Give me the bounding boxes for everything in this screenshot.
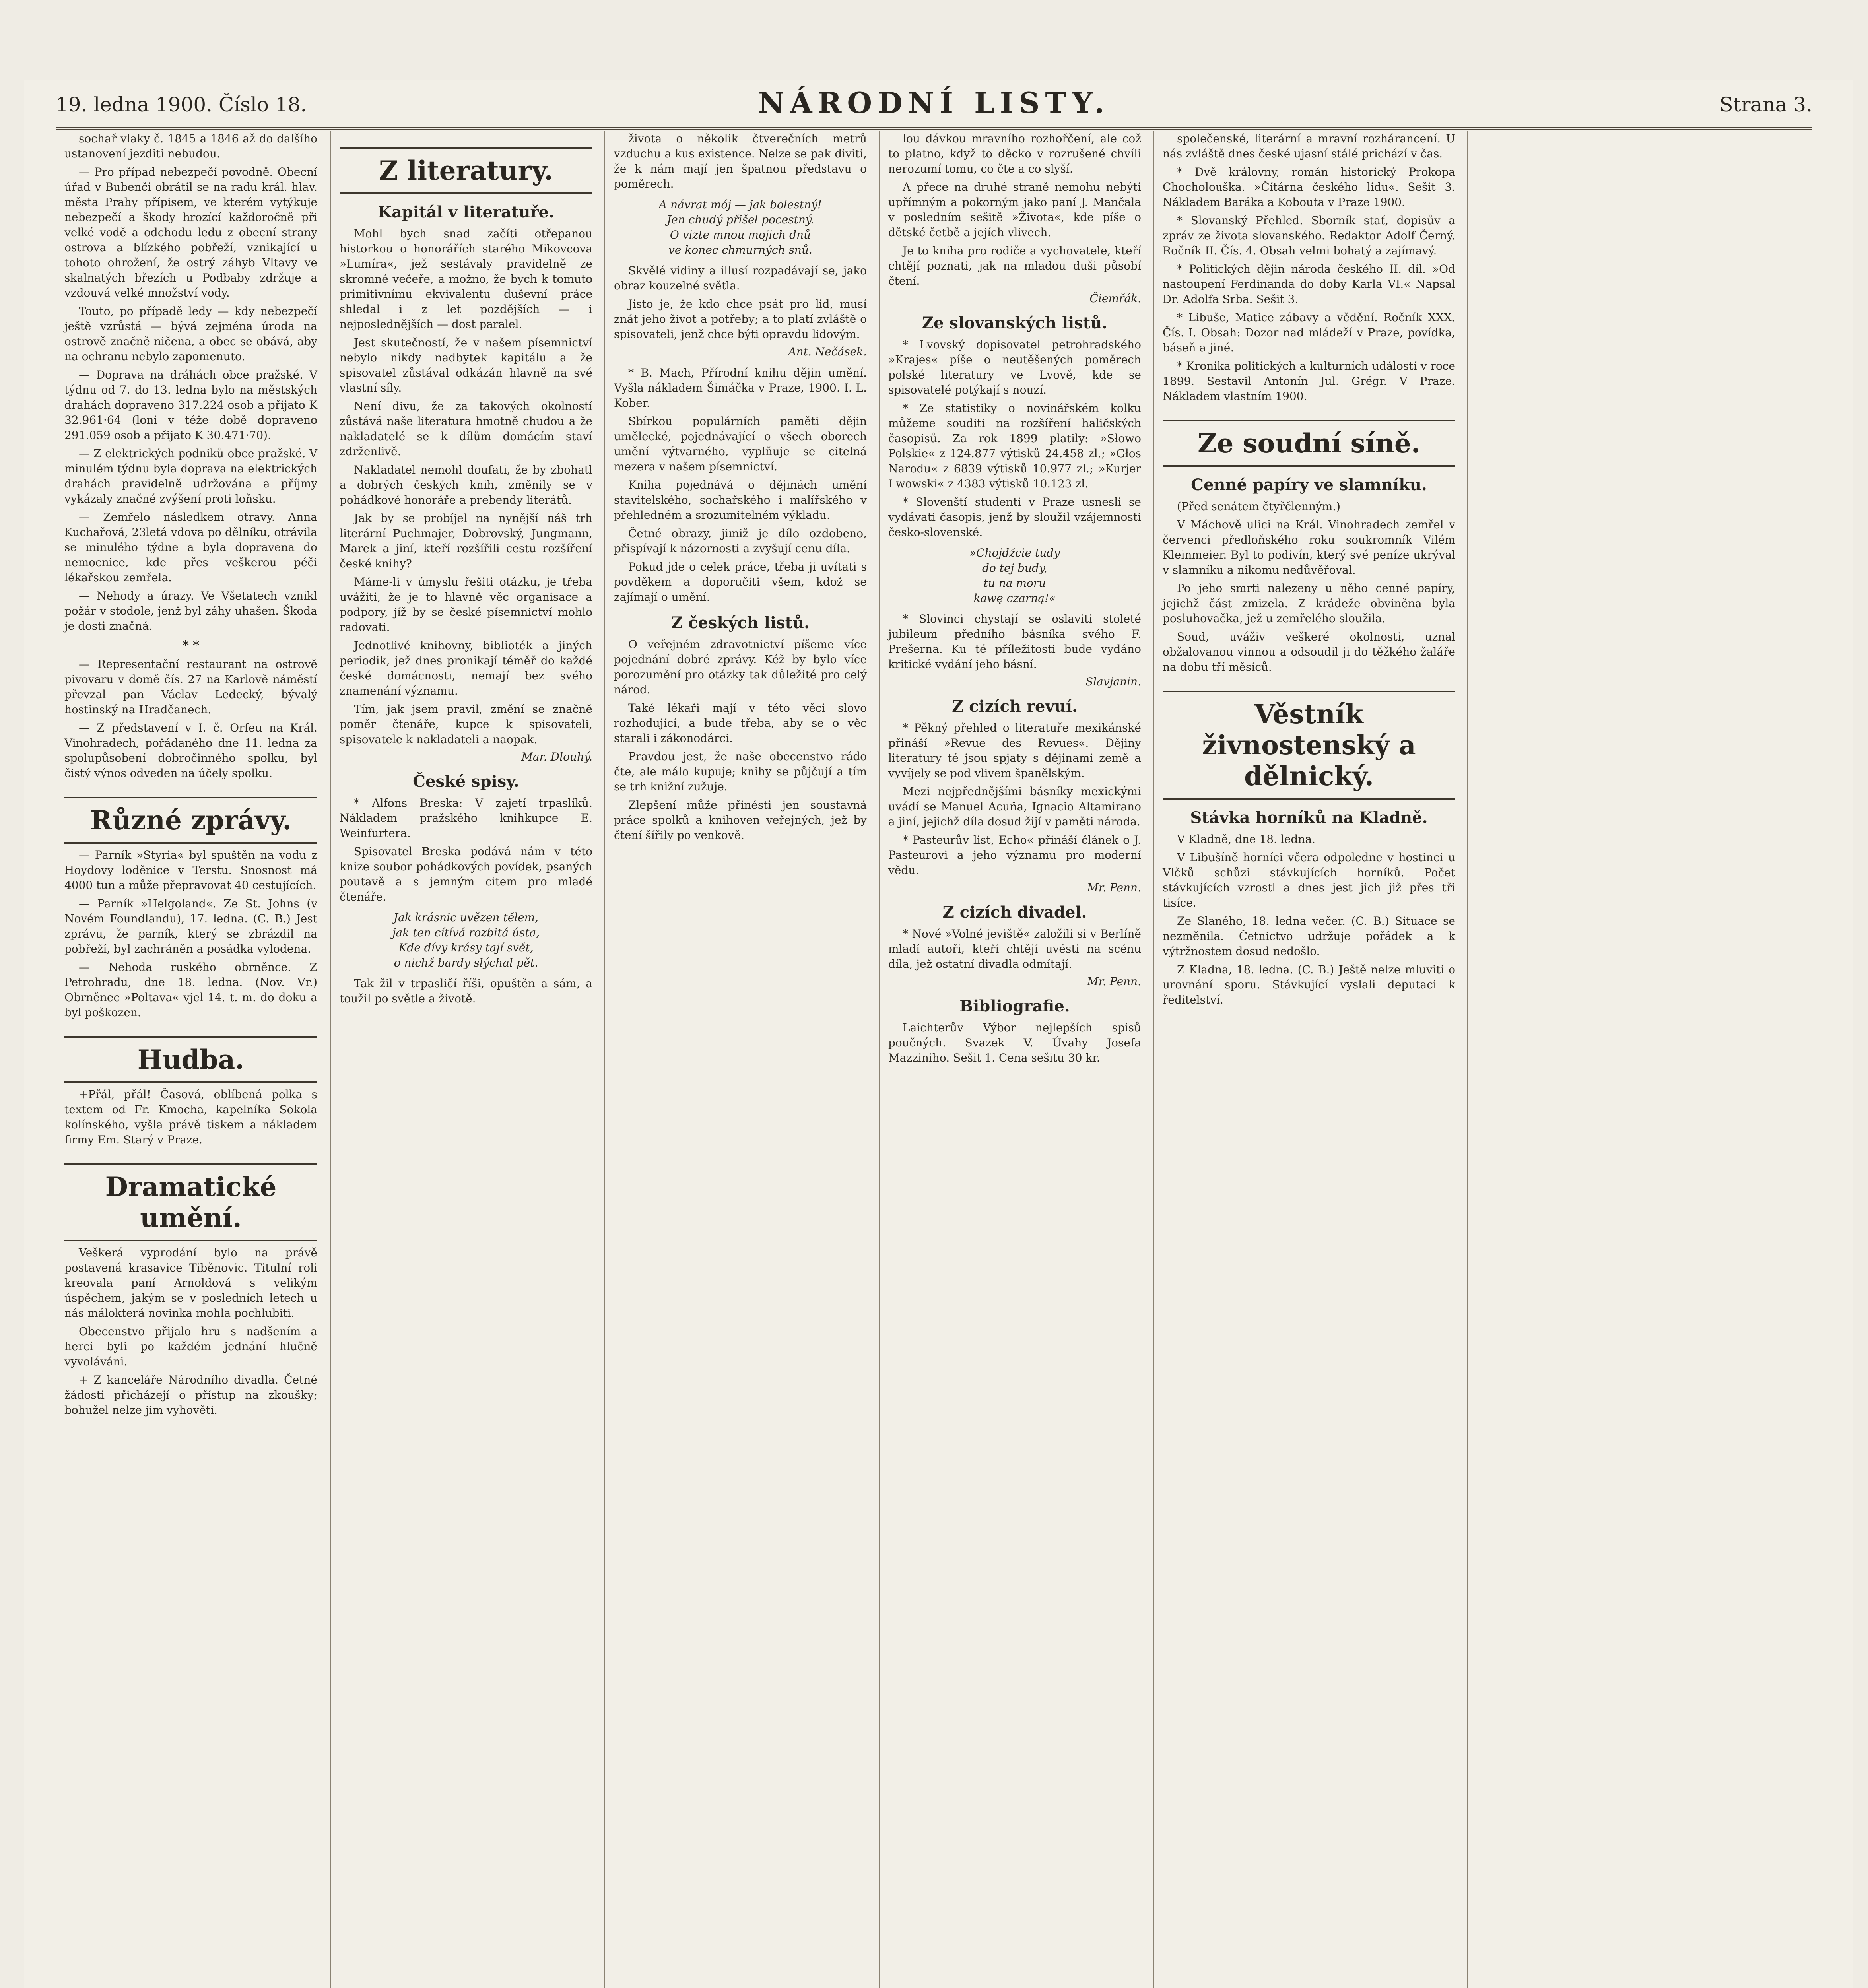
article-paragraph: Pokud jde o celek práce, třeba ji uvítati s povděkem a doporučiti všem, kdož se zajímají o umění.: [614, 560, 867, 604]
article-paragraph: — Zemřelo následkem otravy. Anna Kuchařová, 23letá vdova po dělníku, otrávila se minulého týdne a byla dopravena do nemocnice, kde přes veškerou péči lékařskou zemřela.: [64, 511, 317, 584]
article-heading: České spisy.: [413, 772, 519, 791]
article-paragraph: lou dávkou mravního rozhořčení, ale což to platno, když to děcko v rozrušené chvíli nerozumí tomu, co čte a co slyší.: [888, 132, 1141, 175]
article-paragraph: * Libuše, Matice zábavy a vědění. Ročník XXX. Čís. I. Obsah: Dozor nad mládeží v Praze, povídka, báseň a jiné.: [1163, 311, 1455, 354]
poem-line: Jak krásnic uvězen tělem,: [393, 911, 539, 924]
poem-line: »Chojdźcie tudy: [969, 546, 1060, 559]
article-heading: Kapitál v literatuře.: [378, 203, 554, 221]
article-heading: Z cizích revuí.: [952, 697, 1078, 716]
article-paragraph: Jisto je, že kdo chce psát pro lid, musí znát jeho život a potřeby; a to platí zvláště o spisovateli, jenž chce býti opravdu lidovým.: [614, 297, 867, 341]
article-paragraph: * Lvovský dopisovatel petrohradského »Krajes« píše o neutěšených poměrech polské literatury ve Lvově, kde se spisovatelé potýkají s nouzí.: [888, 338, 1141, 396]
article-heading: Stávka horníků na Kladně.: [1190, 808, 1428, 827]
column-4: [879, 131, 1150, 1988]
article-paragraph: Touto, po případě ledy — kdy nebezpečí ještě vzrůstá — bývá zejména úroda na ostrově značně ničena, a obec se obává, aby na ochranu nebylo zapomenuto.: [64, 305, 317, 363]
column-1: [56, 131, 326, 1988]
article-paragraph: + Z kanceláře Národního divadla. Četné žádosti přicházejí o přístup na zkoušky; bohužel nelze jim vyhověti.: [64, 1373, 317, 1417]
article-paragraph: Kniha pojednává o dějinách umění stavitelského, sochařského i malířského v přehledném a srozumitelném výkladu.: [614, 478, 867, 522]
article-paragraph: Skvělé vidiny a illusí rozpadávají se, jako obraz kouzelné světla.: [614, 264, 867, 292]
article-paragraph: * B. Mach, Přírodní knihu dějin umění. Vyšla nákladem Šimáčka v Praze, 1900. I. L. Kober.: [614, 366, 867, 410]
article-paragraph: Jak by se probíjel na nynější náš trh literární Puchmajer, Dobrovský, Jungmann, Marek a jiní, kteří rozšířili cestu rozšíření české knihy?: [340, 512, 592, 570]
article-paragraph: — Pro případ nebezpečí povodně. Obecní úřad v Bubenči obrátil se na radu král. hlav. města Prahy přípisem, ve kterém vytýkuje nebezpečí a škody hrozící každoročně při velké vodě a odchodu ledu z obecní strany ostrova a blízkého pobřeží, vznikající u tohoto ohrožení, že ostrý záhyb Vltavy ve skalnatých březích u Podbaby zdržuje a vzdouvá velké množství vody.: [64, 165, 317, 299]
article-paragraph: Tak žil v trpasličí říši, opuštěn a sám, a toužil po světle a životě.: [340, 977, 592, 1005]
column-2: [330, 131, 601, 1988]
article-paragraph: — Representační restaurant na ostrově pivovaru v domě čís. 27 na Karlově náměstí převzal pan Václav Ledecký, bývalý hostinský na Hradčanech.: [64, 658, 317, 716]
article-paragraph: * Ze statistiky o novinářském kolku můžeme souditi na rozšíření haličských časopisů. Za rok 1899 platily: »Słowo Polskie« z 124.877 výtisků 24.458 zl.; »Głos Narodu« z 6839 výtisků 10.977 zl.; »Kurjer Lwowski« z 4383 výtisků 10.123 zl.: [888, 402, 1141, 490]
poem-line: Jen chudý přišel pocestný.: [667, 213, 814, 226]
poem-excerpt: [614, 197, 867, 258]
article-paragraph: Pravdou jest, že naše obecenstvo rádo čte, ale málo kupuje; knihy se půjčují a tím se trh knižní zužuje.: [614, 750, 867, 793]
poem-line: o nichž bardy slýchal pět.: [394, 956, 538, 969]
article-paragraph: Jednotlivé knihovny, biblioték a jiných periodik, jež dnes pronikají téměř do každé české domácnosti, nemají bez svého znamenání významu.: [340, 639, 592, 697]
masthead: [56, 83, 1812, 130]
article-paragraph: — Parník »Helgoland«. Ze St. Johns (v Novém Foundlandu), 17. ledna. (C. B.) Jest zprávu, že parník, který se zbrázdil na pobřeží, byl zachráněn a posádka vylodena.: [64, 897, 317, 955]
article-paragraph: Máme-li v úmyslu řešiti otázku, je třeba uvážiti, že je to hlavně věc organisace a podpory, jíž by se české písemnictví mohlo radovati.: [340, 575, 592, 634]
article-paragraph: Mezi nejpřednějšími básníky mexickými uvádí se Manuel Acuña, Ignacio Altamirano a jiní, jejichž díla dosud žijí v paměti národa.: [888, 785, 1141, 828]
article-paragraph: Zlepšení může přinésti jen soustavná práce spolků a knihoven veřejných, jež by čtení šířily po venkově.: [614, 798, 867, 842]
section-heading: Dramatické umění.: [64, 1163, 317, 1241]
article-paragraph: Ze Slaného, 18. ledna večer. (C. B.) Situace se nezměnila. Četnictvo udržuje pořádek a k výtržnostem dosud nedošlo.: [1163, 914, 1455, 958]
column-6: [1467, 131, 1810, 1988]
article-paragraph: společenské, literární a mravní rozhárancení. U nás zvláště dnes české ujasní stálé prichází v čas.: [1163, 132, 1455, 160]
article-paragraph: O veřejném zdravotnictví píšeme více pojednání dobré zprávy. Kéž by bylo více porozumění pro otázky tak důležité pro celý národ.: [614, 638, 867, 696]
article-heading: Z českých listů.: [671, 613, 810, 632]
article-paragraph: * Politických dějin národa českého II. díl. »Od nastoupení Ferdinanda do doby Karla VI.« Napsal Dr. Adolfa Srba. Sešit 3.: [1163, 262, 1455, 306]
article-paragraph: — Nehoda ruského obrněnce. Z Petrohradu, dne 18. ledna. (Nov. Vr.) Obrněnec »Poltava« vjel 14. t. m. do doku a byl poškozen.: [64, 961, 317, 1019]
section-heading: Ze soudní síně.: [1163, 420, 1455, 467]
section-heading: Z literatury.: [340, 147, 592, 194]
issue-date: 19. ledna 1900. Číslo 18.: [56, 93, 307, 116]
article-paragraph: Sbírkou populárních paměti dějin umělecké, pojednávající o všech oborech umění výtvarného, vyplňuje se citelná mezera v našem písemnictví.: [614, 415, 867, 473]
article-paragraph: * Slovanský Přehled. Sborník stať, dopisův a zpráv ze života slovanského. Redaktor Adolf Černý. Ročník II. Čís. 4. Obsah velmi bohatý a zajímavý.: [1163, 214, 1455, 257]
article-paragraph: Obecenstvo přijalo hru s nadšením a herci byli po každém jednání hlučně vyvoláváni.: [64, 1325, 317, 1368]
columns-container: [56, 131, 1812, 1988]
poem-line: A návrat mój — jak bolestný!: [658, 198, 822, 211]
article-paragraph: Mohl bych snad začíti otřepanou historkou o honorářích starého Mikovcova »Lumíra«, jež sestávaly pravidelně ze skromné večeře, a možno, že bych k tomuto primitivnímu ekvivalentu duševní práce shledal i z let pozdějších — i nejposlednějších — dost paralel.: [340, 227, 592, 331]
author-signature: Mar. Dlouhý.: [521, 750, 592, 763]
article-paragraph: Nakladatel nemohl doufati, že by zbohatl a dobrých českých knih, změnily se v pohádkové honoráře a prebendy literátů.: [340, 463, 592, 507]
article-paragraph: V Libušíně horníci včera odpoledne v hostinci u Vlčků schůzi stávkujících horníků. Počet stávkujících vzrostl a dnes jest jich již přes tři tisíce.: [1163, 851, 1455, 909]
article-paragraph: Také lékaři mají v této věci slovo rozhodující, a bude třeba, aby se o věc starali i zákonodárci.: [614, 701, 867, 745]
article-paragraph: sochař vlaky č. 1845 a 1846 až do dalšího ustanovení jezditi nebudou.: [64, 132, 317, 160]
article-paragraph: — Doprava na dráhách obce pražské. V týdnu od 7. do 13. ledna bylo na městských drahách dopraveno 317.224 osob a přijato K 32.961·64 (loni v téže době dopraveno 291.059 osob a přijato K 30.471·70).: [64, 368, 317, 442]
column-3: [604, 131, 876, 1988]
article-paragraph: — Parník »Styria« byl spuštěn na vodu z Hoydovy loděnice v Terstu. Snosnost má 4000 tun a může přepravovat 40 cestujících.: [64, 848, 317, 892]
separator-stars: * *: [182, 638, 200, 653]
article-paragraph: Soud, uváživ veškeré okolnosti, uznal obžalovanou vinnou a odsoudil ji do těžkého žaláře na dobu tří měsíců.: [1163, 630, 1455, 674]
article-heading: Bibliografie.: [959, 997, 1070, 1015]
article-paragraph: Je to kniha pro rodiče a vychovatele, kteří chtějí poznati, jak na mladou duši působí čtení.: [888, 244, 1141, 287]
author-signature: Mr. Penn.: [1087, 975, 1141, 988]
newspaper-title: NÁRODNÍ LISTY.: [758, 86, 1110, 120]
article-paragraph: — Z představení v I. č. Orfeu na Král. Vinohradech, pořádaného dne 11. ledna za spolupůsobení dobročinného spolku, byl čistý výnos odveden na účely spolku.: [64, 721, 317, 780]
author-signature: Čiemřák.: [1089, 292, 1141, 305]
article-heading: Ze slovanských listů.: [922, 314, 1108, 332]
article-paragraph: Není divu, že za takových okolností zůstává naše literatura hmotně chudou a že nakladatelé se k dílům domácím staví zdrženlivě.: [340, 400, 592, 458]
article-paragraph: * Pěkný přehled o literatuře mexikánské přináší »Revue des Revues«. Dějiny literatury té jsou spjaty s dějinami země a vyvíjely se pod vlivem španělským.: [888, 721, 1141, 780]
article-paragraph: V Máchově ulici na Král. Vinohradech zemřel v červenci předloňského roku soukromník Vilém Kleinmeier. Byl to podivín, který své peníze ukrýval v slamníku a nikomu nedůvěřoval.: [1163, 518, 1455, 577]
article-paragraph: * Nové »Volné jeviště« založili si v Berlíně mladí autoři, kteří chtějí uvésti na scénu díla, jež ostatní divadla odmítají.: [888, 927, 1141, 971]
poem-line: kawę czarną!«: [973, 592, 1056, 605]
article-paragraph: * Kronika politických a kulturních událostí v roce 1899. Sestavil Antonín Jul. Grégr. V Praze. Nákladem vlastním 1900.: [1163, 359, 1455, 403]
article-paragraph: * Alfons Breska: V zajetí trpaslíků. Nákladem pražského knihkupce E. Weinfurtera.: [340, 796, 592, 840]
section-heading: Různé zprávy.: [64, 797, 317, 844]
article-paragraph: A přece na druhé straně nemohu nebýti upřímným a pokorným jako paní J. Mančala v posledním sešitě »Života«, kde píše o dětské četbě a jejích vlivech.: [888, 181, 1141, 239]
section-heading: Hudba.: [64, 1036, 317, 1083]
poem-line: jak ten cítívá rozbitá ústa,: [392, 926, 540, 939]
article-paragraph: — Z elektrických podniků obce pražské. V minulém týdnu byla doprava na elektrických drahách pravidelně udržována a příjmy vykázaly značné zvýšení proti loňsku.: [64, 447, 317, 505]
article-paragraph: Po jeho smrti nalezeny u něho cenné papíry, jejichž část zmizela. Z krádeže obviněna byla posluhovačka, jež u zemřelého sloužila.: [1163, 582, 1455, 625]
article-paragraph: Spisovatel Breska podává nám v této knize soubor pohádkových povídek, psaných poutavě a s jemným citem pro mladé čtenáře.: [340, 845, 592, 903]
column-5: [1153, 131, 1464, 1988]
article-paragraph: (Před senátem čtyřčlenným.): [1177, 500, 1341, 513]
article-paragraph: * Dvě královny, román historický Prokopa Chocholouška. »Čítárna českého lidu«. Sešit 3. Nákladem Baráka a Kobouta v Praze 1900.: [1163, 165, 1455, 209]
poem-excerpt: [888, 546, 1141, 606]
poem-line: ve konec chmurných snů.: [668, 243, 812, 256]
article-paragraph: Jest skutečností, že v našem písemnictví nebylo nikdy nadbytek kapitálu a že spisovatel zůstával odkázán hlavně na své vlastní síly.: [340, 336, 592, 394]
article-paragraph: života o několik čtverečních metrů vzduchu a kus existence. Nelze se pak diviti, že k nám mají jen špatnou představu o poměrech.: [614, 132, 867, 190]
article-paragraph: Z Kladna, 18. ledna. (C. B.) Ještě nelze mluviti o urovnání sporu. Stávkující vyslali deputaci k ředitelství.: [1163, 963, 1455, 1006]
poem-excerpt: [340, 910, 592, 971]
article-paragraph: +Přál, přál! Časová, oblíbená polka s textem od Fr. Kmocha, kapelníka Sokola kolínského, vyšla právě tiskem a nákladem firmy Em. Starý v Praze.: [64, 1088, 317, 1146]
poem-line: do tej budy,: [982, 561, 1047, 575]
poem-line: Kde dívy krásy tají svět,: [398, 941, 534, 954]
poem-line: O vizte mnou mojich dnů: [670, 228, 811, 241]
author-signature: Mr. Penn.: [1087, 881, 1141, 894]
article-heading: Z cizích divadel.: [942, 903, 1087, 922]
article-paragraph: V Kladně, dne 18. ledna.: [1177, 833, 1315, 846]
article-paragraph: Laichterův Výbor nejlepších spisů poučných. Svazek V. Úvahy Josefa Mazziniho. Sešit 1. Cena sešitu 30 kr.: [888, 1021, 1141, 1064]
article-paragraph: Četné obrazy, jimiž je dílo ozdobeno, přispívají k názornosti a zvyšují cenu díla.: [614, 527, 867, 555]
article-paragraph: * Slovenští studenti v Praze usnesli se vydávati časopis, jenž by sloužil vzájemnosti česko-slovenské.: [888, 495, 1141, 539]
poem-line: tu na moru: [983, 577, 1046, 590]
article-heading: Cenné papíry ve slamníku.: [1191, 476, 1427, 494]
page-number: Strana 3.: [1719, 93, 1812, 116]
article-paragraph: Veškerá vyprodání bylo na právě postavená krasavice Tiběnovic. Titulní roli kreovala paní Arnoldová s velikým úspěchem, jakým se v posledních letech u nás málokterá novinka mohla pochlubiti.: [64, 1246, 317, 1320]
article-paragraph: * Slovinci chystají se oslaviti stoleté jubileum předního básníka svého F. Prešerna. Ku té příležitosti bude vydáno kritické vydání jeho básní.: [888, 612, 1141, 671]
author-signature: Slavjanin.: [1085, 675, 1141, 688]
author-signature: Ant. Nečásek.: [788, 345, 867, 358]
article-paragraph: Tím, jak jsem pravil, změní se značně poměr čtenáře, kupce k spisovateli, spisovatele k nakladateli a naopak.: [340, 703, 592, 746]
article-paragraph: * Pasteurův list, Echo« přináší článek o J. Pasteurovi a jeho významu pro moderní vědu.: [888, 833, 1141, 877]
article-paragraph: — Nehody a úrazy. Ve Všetatech vznikl požár v stodole, jenž byl záhy uhašen. Škoda je dosti značná.: [64, 589, 317, 633]
section-heading: Věstník živnostenský a dělnický.: [1163, 691, 1455, 800]
